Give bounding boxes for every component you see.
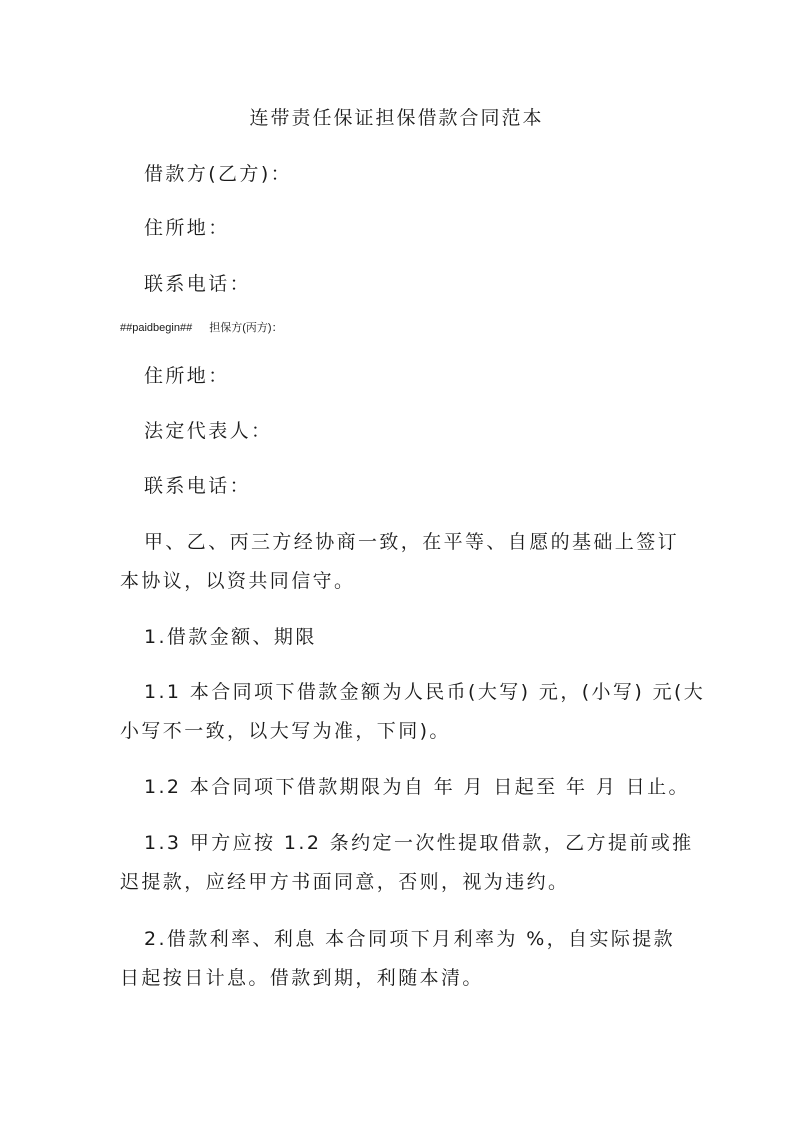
document-title: 连带责任保证担保借款合同范本 bbox=[249, 107, 544, 129]
guarantor-phone-line: 联系电话： bbox=[144, 475, 252, 497]
legal-representative-line: 法定代表人： bbox=[144, 420, 273, 442]
clause-1-1-line-2: 小写不一致，以大写为准，下同)。 bbox=[120, 720, 451, 742]
section-2-line-2: 日起按日计息。借款到期，利随本清。 bbox=[120, 967, 484, 989]
borrower-address-line: 住所地： bbox=[144, 217, 230, 239]
section-1-heading: 1.借款金额、期限 bbox=[144, 626, 317, 648]
paid-marker-tag: ##paidbegin## bbox=[120, 322, 193, 334]
clause-1-3-line-2: 迟提款，应经甲方书面同意，否则，视为违约。 bbox=[120, 871, 570, 893]
section-2-line-1: 2.借款利率、利息 本合同项下月利率为 %，自实际提款 bbox=[144, 928, 676, 950]
guarantor-marker-line bbox=[120, 320, 283, 336]
preamble-line-2: 本协议，以资共同信守。 bbox=[120, 570, 356, 592]
borrower-line: 借款方(乙方)： bbox=[144, 163, 293, 185]
clause-1-2-line: 1.2 本合同项下借款期限为自 年 月 日起至 年 月 日止。 bbox=[144, 776, 690, 798]
guarantor-label: 担保方(丙方)： bbox=[209, 322, 283, 334]
borrower-phone-line: 联系电话： bbox=[144, 273, 252, 295]
clause-1-3-line-1: 1.3 甲方应按 1.2 条约定一次性提取借款，乙方提前或推 bbox=[144, 832, 694, 854]
preamble-line-1: 甲、乙、丙三方经协商一致，在平等、自愿的基础上签订 bbox=[144, 531, 680, 553]
clause-1-1-line-1: 1.1 本合同项下借款金额为人民币(大写) 元，(小写) 元(大 bbox=[144, 681, 706, 703]
guarantor-address-line: 住所地： bbox=[144, 365, 230, 387]
